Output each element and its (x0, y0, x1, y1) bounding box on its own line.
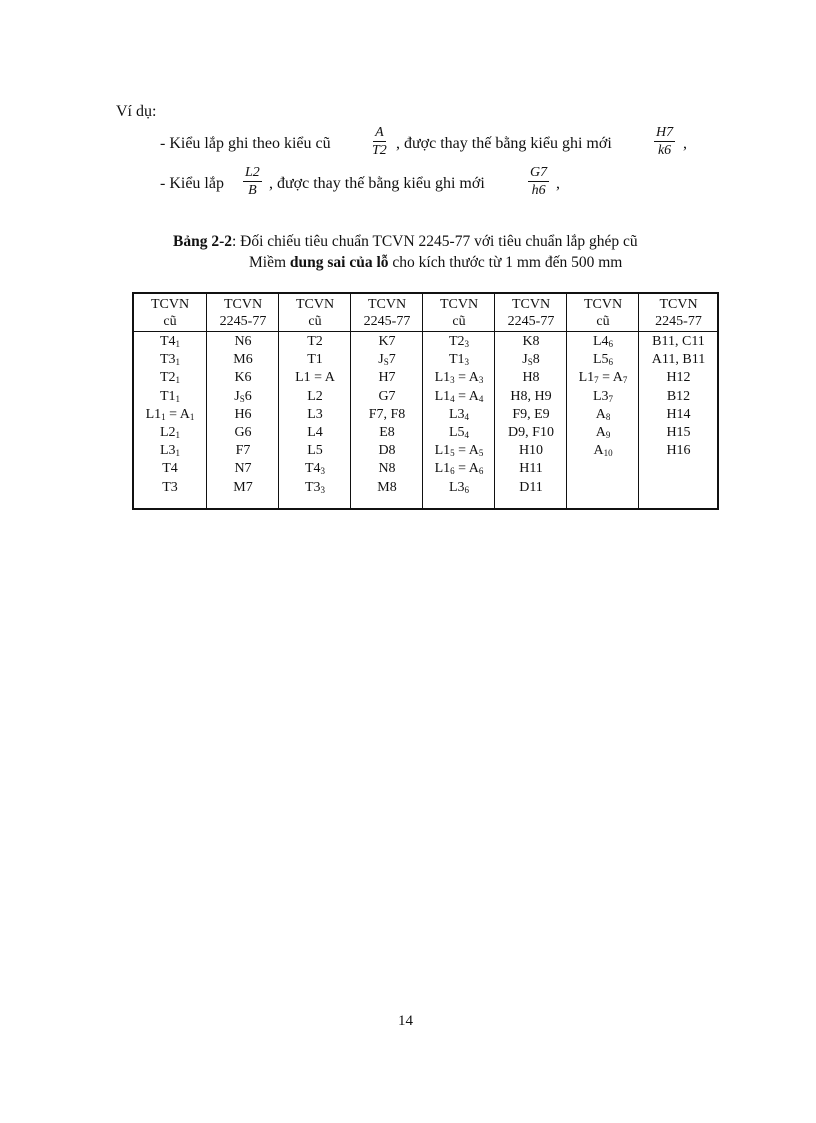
table-column-1 (134, 294, 206, 508)
table-cell: N8 (378, 461, 396, 477)
table-cell: D9, F10 (508, 424, 554, 440)
column-header (279, 294, 351, 332)
caption-line1-rest: : Đối chiếu tiêu chuẩn TCVN 2245-77 với tiêu chuẩn lắp ghép cũ (232, 233, 638, 250)
table-cell: B11, C11 (652, 334, 705, 349)
table-cell: H14 (666, 406, 691, 422)
table-cell: $A_{10}$ (593, 443, 613, 459)
table-cell: $L1_4 = A_4$ (434, 388, 484, 404)
fraction-numerator: G7 (530, 165, 548, 180)
column-header-line: TCVN (223, 297, 263, 312)
column-header-line: 2245-77 (655, 314, 702, 329)
table-cell: H16 (666, 443, 691, 459)
table-cell: L1 = A (295, 370, 335, 386)
column-header (639, 294, 718, 332)
table-column-8 (638, 294, 718, 508)
table-cell: $T1_1$ (159, 388, 181, 404)
table-cell: D11 (519, 479, 543, 495)
column-header (423, 294, 495, 332)
table-cell: F9, E9 (512, 406, 550, 422)
column-header (567, 294, 639, 332)
table-cell: T1 (307, 352, 323, 368)
table-cell: M8 (377, 479, 397, 495)
caption-label: Bảng 2-2 (173, 233, 232, 250)
table-cell: K8 (522, 334, 540, 349)
table-cell: $T4_3$ (304, 461, 326, 477)
line2-text-c: , (556, 175, 560, 192)
table-cell: H7 (378, 370, 396, 386)
column-header (134, 294, 206, 332)
table-cell: M6 (233, 352, 253, 368)
table-cell: H6 (234, 406, 252, 422)
line1-text-c: , (683, 135, 687, 152)
table-cell: G7 (378, 388, 396, 404)
caption-line2-a: Miềm (249, 254, 290, 271)
fraction-numerator: H7 (656, 125, 674, 140)
column-header (207, 294, 279, 332)
column-header-line: cũ (596, 314, 610, 329)
fraction-denominator: h6 (531, 183, 546, 198)
column-header (351, 294, 423, 332)
table-cell: $T2_3$ (448, 334, 470, 349)
table-cell: $L1_5 = A_5$ (434, 443, 484, 459)
table-cell: $L1_7 = A_7$ (578, 370, 628, 386)
table-cell: $J_S8$ (522, 352, 540, 368)
table-cell: $L3_4$ (448, 406, 470, 422)
table-cell: T4 (162, 461, 178, 477)
table-cell: H8 (522, 370, 540, 386)
caption-line-1 (173, 233, 638, 251)
column-header (495, 294, 567, 332)
table-cell: L5 (307, 443, 323, 459)
table-cell: N6 (234, 334, 252, 349)
table-cell: L2 (307, 388, 323, 404)
table-cell: B12 (666, 388, 691, 404)
table-cell: $L3_7$ (592, 388, 614, 404)
column-header-line: TCVN (511, 297, 551, 312)
fraction-denominator: k6 (657, 143, 672, 158)
table-column-3 (278, 294, 351, 508)
line2-fraction-old (243, 165, 262, 198)
line1-text-a: - Kiểu lắp ghi theo kiểu cũ (160, 135, 331, 152)
fraction-numerator: L2 (245, 165, 260, 180)
table-cell: D8 (378, 443, 396, 459)
table-cell: H8, H9 (510, 388, 552, 404)
column-header-line: 2245-77 (219, 314, 267, 329)
table-cell: H11 (519, 461, 543, 477)
table-cell: $L4_6$ (592, 334, 614, 349)
table-cell: H12 (666, 370, 691, 386)
fraction-denominator: B (248, 183, 257, 198)
column-header-line: 2245-77 (363, 314, 411, 329)
column-header-line: TCVN (659, 297, 698, 312)
table-cell: T2 (307, 334, 323, 349)
column-header-line: TCVN (295, 297, 335, 312)
caption-line-2 (249, 254, 622, 272)
table-cell: $L3_6$ (448, 479, 470, 495)
table-column-6 (494, 294, 567, 508)
table-cell: $L1_6 = A_6$ (434, 461, 484, 477)
caption-line2-bold: dung sai của lỗ (289, 254, 389, 271)
column-header-line: TCVN (583, 297, 623, 312)
column-header-line: cũ (308, 314, 322, 329)
table-cell: L4 (307, 424, 323, 440)
table-cell: $T2_1$ (159, 370, 181, 386)
table-cell: L3 (307, 406, 323, 422)
table-cell: F7, F8 (368, 406, 406, 422)
line1-fraction-old (370, 125, 389, 158)
column-header-line: TCVN (439, 297, 479, 312)
table-column-2 (206, 294, 279, 508)
line2-text-b: , được thay thế bằng kiểu ghi mới (269, 175, 485, 192)
table-cell: E8 (379, 424, 395, 440)
table-column-5 (422, 294, 495, 508)
column-header-line: TCVN (367, 297, 407, 312)
column-header-line: cũ (452, 314, 466, 329)
table-cell: $L3_1$ (159, 443, 181, 459)
table-column-7 (566, 294, 639, 508)
fraction-denominator: T2 (372, 143, 387, 158)
table-cell: F7 (235, 443, 251, 459)
table-cell: $J_S7$ (378, 352, 396, 368)
example-heading: Ví dụ: (116, 103, 157, 120)
table-cell: $L1_1 = A_1$ (145, 406, 195, 422)
column-header-line: 2245-77 (507, 314, 555, 329)
table-cell: M7 (233, 479, 253, 495)
table-cell: A11, B11 (651, 352, 706, 368)
table-cell: G6 (234, 424, 252, 440)
line2-fraction-new (528, 165, 549, 198)
table-cell: $L5_6$ (592, 352, 614, 368)
table-cell: H10 (518, 443, 544, 459)
line1-text-b: , được thay thế bằng kiểu ghi mới (396, 135, 612, 152)
table-cell: $T1_3$ (448, 352, 470, 368)
line2-text-a: - Kiểu lắp (160, 175, 224, 192)
table-cell: $L2_1$ (159, 424, 181, 440)
table-column-4 (350, 294, 423, 508)
table-cell: $J_S6$ (234, 388, 252, 404)
table-cell: $L5_4$ (448, 424, 470, 440)
table-cell: $T3_3$ (304, 479, 326, 495)
table-cell: $A_8$ (595, 406, 611, 422)
table-cell: $T4_1$ (159, 334, 181, 349)
table-cell: T3 (162, 479, 178, 495)
table-cell: $A_9$ (595, 424, 611, 440)
line1-fraction-new (654, 125, 675, 158)
table-cell: K7 (378, 334, 396, 349)
table-cell: $L1_3 = A_3$ (434, 370, 484, 386)
column-header-line: cũ (163, 314, 177, 329)
tolerance-comparison-table (132, 292, 719, 510)
fraction-numerator: A (375, 125, 384, 140)
page-number: 14 (398, 1013, 413, 1029)
caption-line2-b: cho kích thước từ 1 mm đến 500 mm (388, 254, 623, 271)
table-cell: H15 (666, 424, 691, 440)
table-cell: $T3_1$ (159, 352, 181, 368)
table-cell: K6 (234, 370, 252, 386)
column-header-line: TCVN (150, 297, 190, 312)
table-cell: N7 (234, 461, 252, 477)
